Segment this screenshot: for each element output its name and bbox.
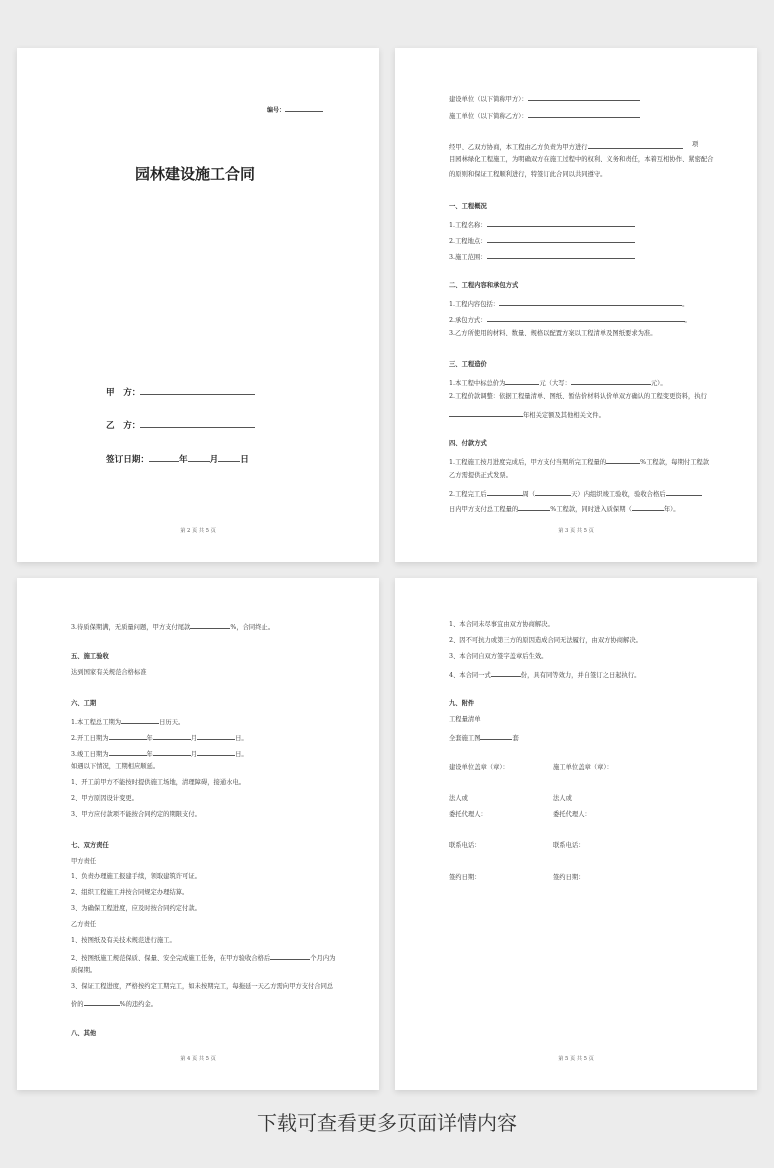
party-a-label: 甲 方： — [106, 388, 141, 398]
text-line: 委托代理人： — [553, 811, 591, 818]
text-line: 1.工程名称： — [449, 219, 635, 230]
text-line: 3.施工范围： — [449, 251, 635, 262]
text-line: 3、为确保工程进度，应及时按合同约定付款。 — [71, 905, 201, 912]
text-line: 2.工程地点： — [449, 235, 635, 246]
year-label: 年 — [178, 455, 188, 465]
text-line: 法人或 — [553, 795, 572, 802]
text-line: 乙方需提供正式发票。 — [449, 472, 512, 479]
contract-number-label: 编号： — [267, 107, 286, 114]
section-heading: 八、其他 — [71, 1030, 97, 1037]
text-line: 1、负责办理施工报建手续，领取建筑许可证。 — [71, 873, 201, 880]
text-line: 2、组织工程施工并按合同规定办理结算。 — [71, 889, 189, 896]
text-line: 3、保证工程进度，严格按约定工期完工，如未按期完工，每拖延一天乙方需向甲方支付合同总 — [71, 983, 334, 990]
text-line: 3.待质保期满，无质量问题，甲方支付尾款 %，合同终止。 — [71, 621, 274, 632]
section-heading: 五、施工验收 — [71, 653, 109, 660]
text-line: 达到国家有关规范合格标准 — [71, 669, 147, 676]
text-line: 2.工程价款调整：依据工程量清单、图纸、暂估价材料认价单双方确认的工程变更资料，执行 — [449, 393, 707, 400]
section-heading: 四、付款方式 — [449, 440, 487, 447]
text-line: 2、按图纸施工规范保质、保量、安全完成施工任务，在甲方验收合格后 个月内为 — [71, 952, 335, 963]
text-line: 建设单位（以下简称甲方）： — [449, 93, 640, 104]
contract-page-3 — [395, 48, 757, 562]
text-line: 1.工程施工按月进度完成后，甲方支付当期所完工程量的 %工程款，每期付工程款 — [449, 456, 709, 467]
section-heading: 一、工程概况 — [449, 203, 487, 210]
contract-page-5 — [395, 578, 757, 1090]
text-line: 2.开工日期为 年 月 日。 — [71, 732, 248, 743]
sign-date-row — [106, 451, 249, 466]
text-line: 工程量清单 — [449, 716, 481, 723]
party-b-label: 乙 方： — [106, 421, 141, 431]
text-line: 1、按图纸及有关技术规范进行施工。 — [71, 937, 176, 944]
text-line: 如遇以下情况，工期相应顺延。 — [71, 763, 160, 770]
text-line: 甲方责任 — [71, 858, 97, 865]
month-blank — [188, 451, 210, 462]
text-line: 委托代理人： — [449, 811, 487, 818]
text-line: 1、开工前甲方不能按时提供施工场地，清理障碍，接通水电。 — [71, 779, 246, 786]
day-blank — [218, 451, 240, 462]
text-line: 的原则和保证工程顺利进行，特签订此合同以共同遵守。 — [449, 171, 607, 178]
section-heading: 九、附件 — [449, 700, 475, 707]
text-line: 1.本工程总工期为 日历天。 — [71, 716, 184, 727]
text-line: 3、甲方应付款项不能按合同约定的期限支付。 — [71, 811, 201, 818]
text-line: 签约日期： — [449, 874, 481, 881]
contract-number-field — [267, 104, 323, 115]
month-label: 月 — [209, 455, 219, 465]
party-b-blank — [140, 417, 255, 428]
text-line: 质保期。 — [71, 967, 97, 974]
year-blank — [149, 451, 179, 462]
party-a-blank — [140, 384, 255, 395]
text-line: 3、本合同自双方签字盖章后生效。 — [449, 653, 548, 660]
text-line: 1.工程内容包括： 。 — [449, 298, 688, 309]
text-line: 全套施工图 套 — [449, 732, 519, 743]
text-line: 2、甲方原因设计变更。 — [71, 795, 138, 802]
text-line: 日内甲方支付总工程量的 %工程款，同时进入质保期（ 年）。 — [449, 503, 680, 514]
text-line: 2、因不可抗力或第三方的原因造成合同无法履行，由双方协商解决。 — [449, 637, 642, 644]
contract-page-2 — [17, 48, 379, 562]
page-footer: 第 4 页 共 5 页 — [180, 1056, 216, 1062]
text-line: 1.本工程中标总价为 元（大写： 元）。 — [449, 377, 667, 388]
page-footer: 第 2 页 共 5 页 — [180, 528, 216, 534]
contract-number-blank — [285, 104, 323, 112]
contract-page-4 — [17, 578, 379, 1090]
caption-text: 下载可查看更多页面详情内容 — [257, 1111, 517, 1135]
text-line: 乙方责任 — [71, 921, 97, 928]
page-footer: 第 5 页 共 5 页 — [558, 1056, 594, 1062]
text-line: 3.竣工日期为 年 月 日。 — [71, 748, 248, 759]
text-line: 2.承包方式： 。 — [449, 314, 691, 325]
text-line: 施工单位盖章（章）： — [553, 764, 613, 771]
contract-title: 园林建设施工合同 — [135, 165, 256, 183]
section-heading: 二、工程内容和承包方式 — [449, 282, 519, 289]
section-heading: 六、工期 — [71, 700, 97, 707]
text-line: 联系电话： — [449, 842, 481, 849]
text-line: 价的 %的违约金。 — [71, 998, 157, 1009]
text-line: 建设单位盖章（章）： — [449, 764, 509, 771]
text-line: 法人或 — [449, 795, 468, 802]
page-footer: 第 3 页 共 5 页 — [558, 528, 594, 534]
section-heading: 三、工程造价 — [449, 361, 487, 368]
section-heading: 七、双方责任 — [71, 842, 109, 849]
text-line: 目园林绿化工程施工，为明确双方在施工过程中的权利、义务和责任，本着互相协作、紧密配合 — [449, 156, 714, 163]
text-line: 2.工程完工后 周（ 天）内组织竣工验收，验收合格后 — [449, 488, 702, 499]
text-line: 签约日期： — [553, 874, 585, 881]
day-label: 日 — [240, 455, 249, 465]
text-line: 年相关定额及其他相关文件。 — [449, 409, 605, 420]
text-line: 经甲、乙双方协商，本工程由乙方负责为甲方进行 — [449, 141, 683, 152]
party-a-row — [106, 384, 255, 399]
text-line: 联系电话： — [553, 842, 585, 849]
text-line: 项 — [692, 141, 699, 148]
text-line: 4、本合同一式 份，具有同等效力，并自签订之日起执行。 — [449, 669, 640, 680]
text-line: 3.乙方所使用的材料、数量、规格以配置方案以工程清单及图纸要求为准。 — [449, 330, 657, 337]
text-line: 施工单位（以下简称乙方）： — [449, 110, 640, 121]
text-line: 1、本合同未尽事宜由双方协商解决。 — [449, 621, 554, 628]
party-b-row — [106, 417, 255, 432]
sign-date-label: 签订日期： — [106, 455, 149, 465]
